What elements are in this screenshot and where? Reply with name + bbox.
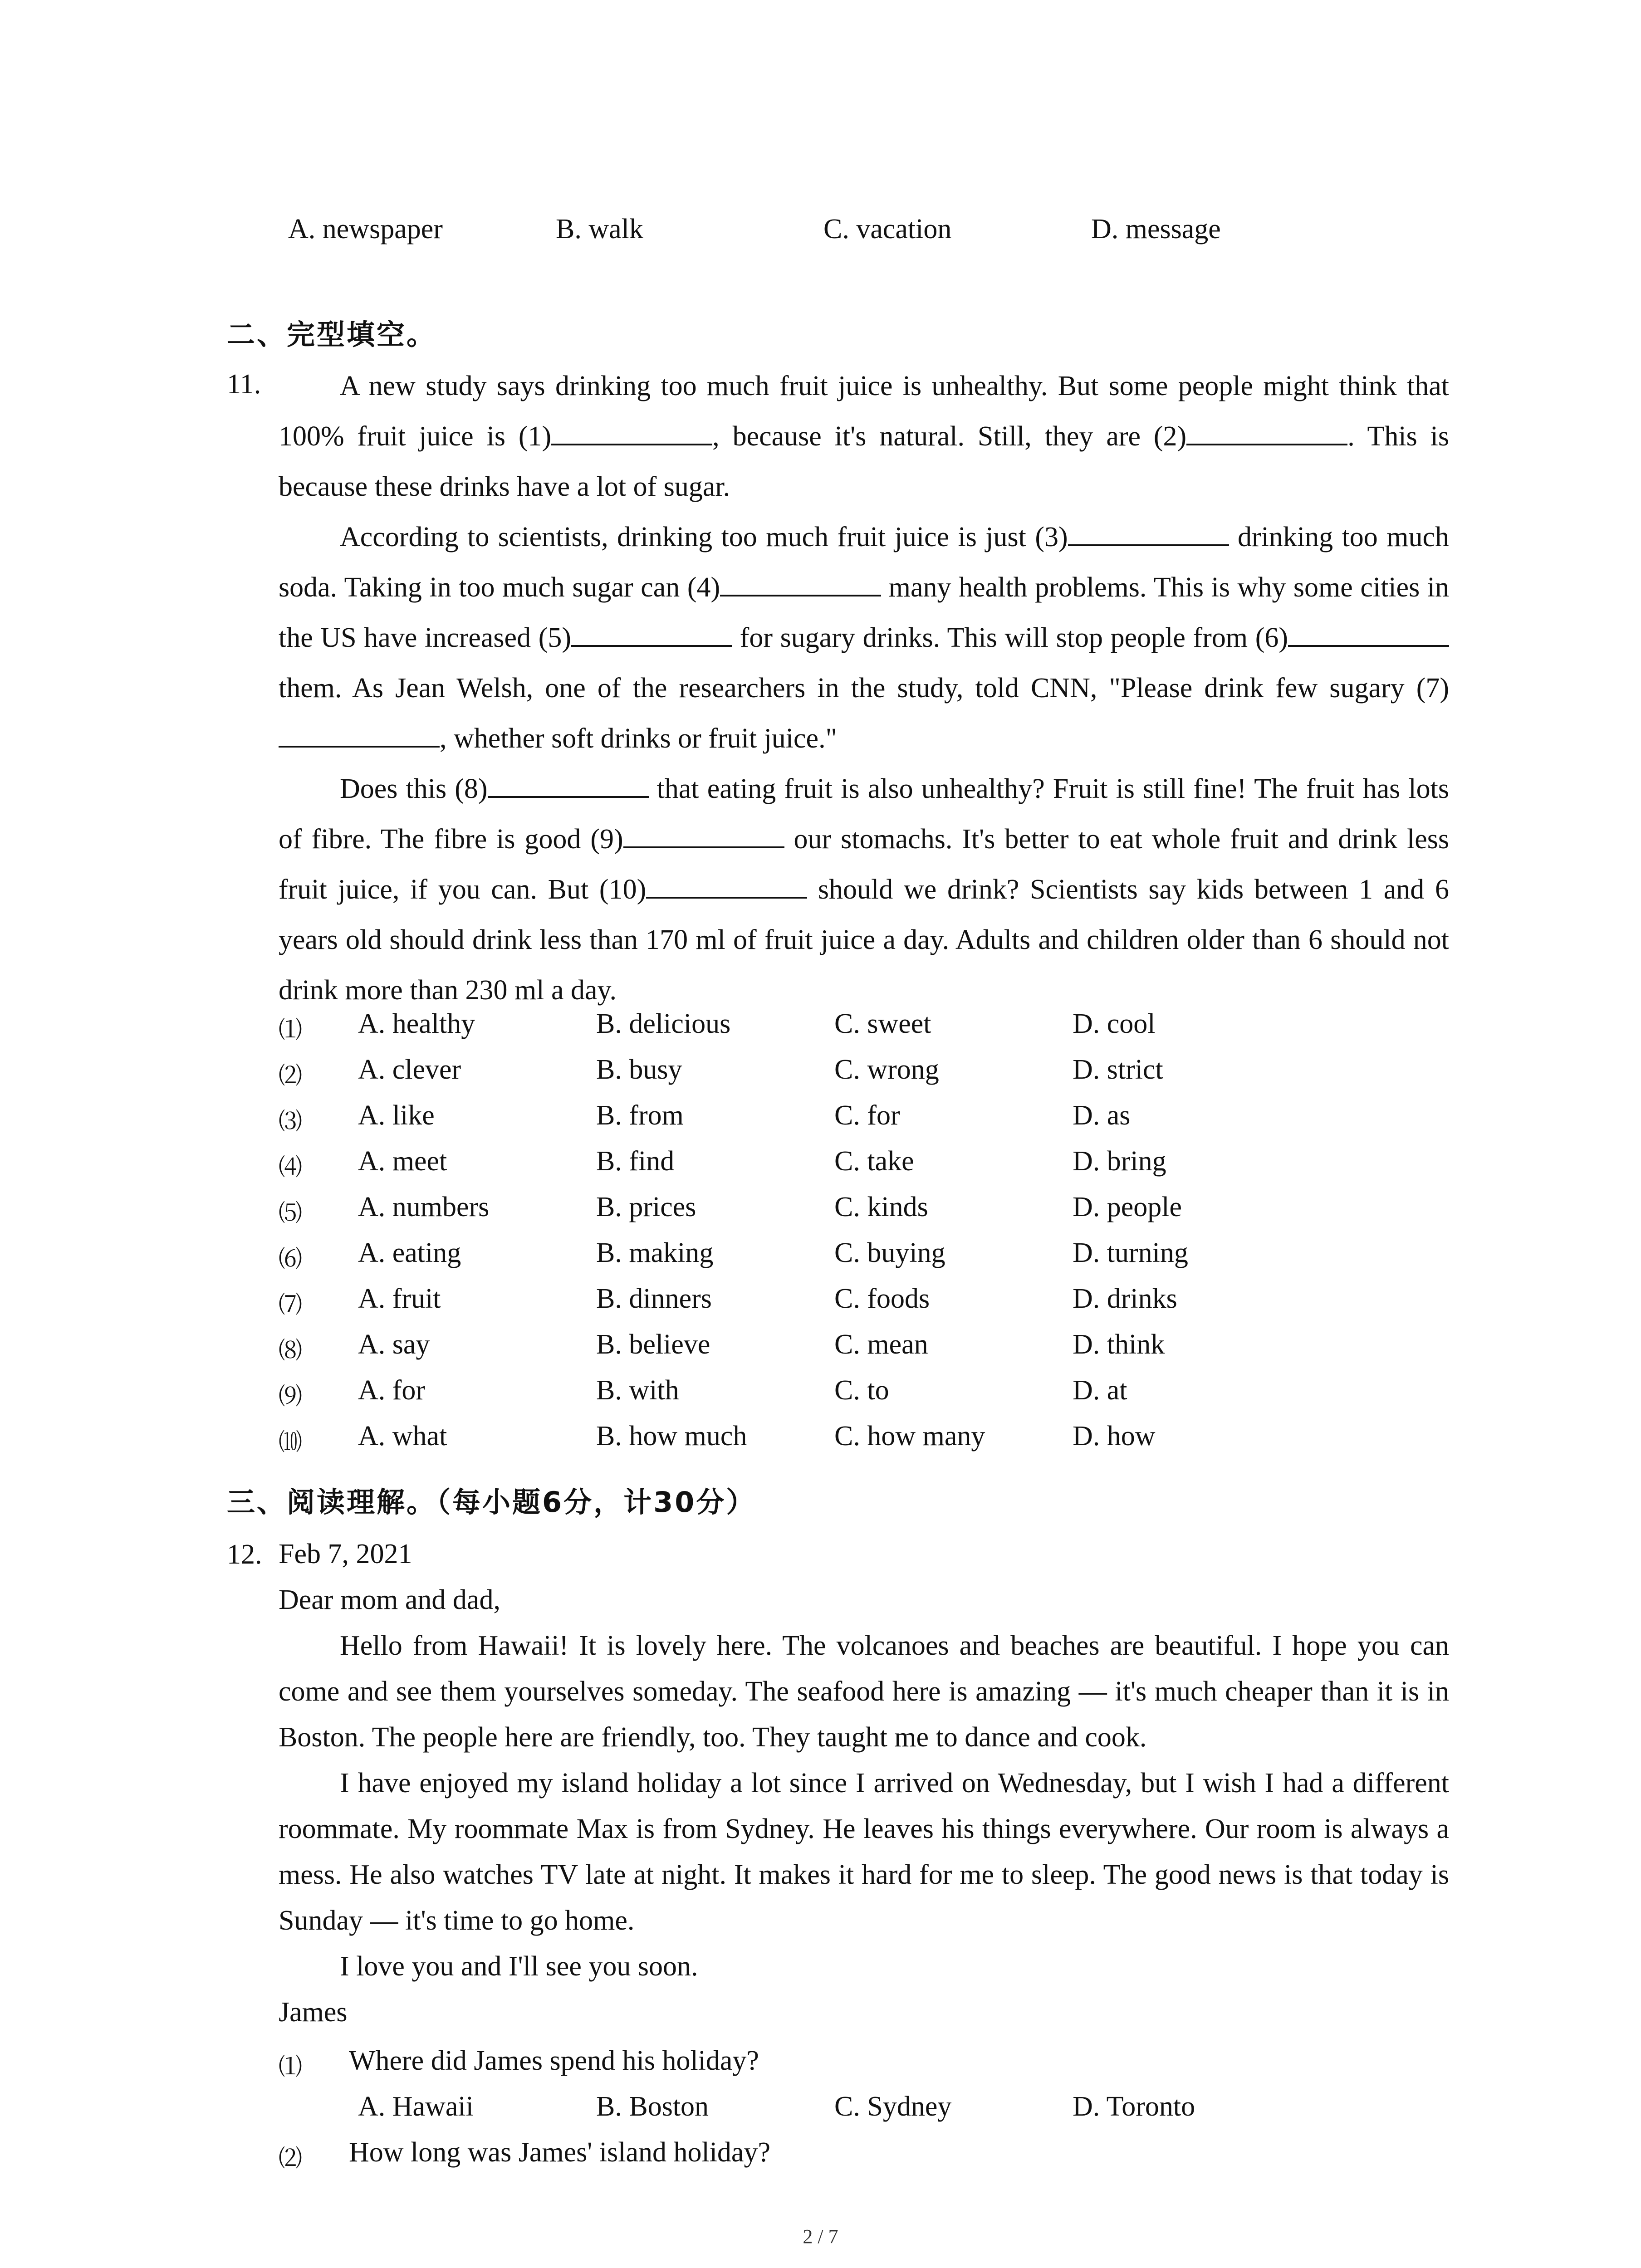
- cloze-passage: [279, 361, 1449, 1016]
- answer-blank: [279, 723, 440, 748]
- letter-paragraph: Hello from Hawaii! It is lovely here. The volcanoes and beaches are beautiful. I hope you can come and see them yourselves someday. The seafood here is amazing — it's much cheaper than it is in Boston. The people here are friendly, too. They taught me to dance and cook.: [279, 1630, 1449, 1753]
- passage-paragraph: Does this (8) that eating fruit is also unhealthy? Fruit is still fine! The fruit has lots of fibre. The fibre is good (9) our stomachs. It's better to eat whole fruit and drink less fruit juice, if you can. But (10) should we drink? Scientists say kids between 1 and 6 years old should drink less than 170 ml of fruit juice a day. Adults and children older than 6 should not drink more than 230 ml a day.: [279, 773, 1450, 1006]
- section-heading-reading: 三、阅读理解。（每小题6分，计30分）: [227, 1486, 756, 1519]
- option-row: ⑵ A. clever B. busy C. wrong D. strict: [279, 1054, 1163, 1090]
- letter-date: Feb 7, 2021: [279, 1539, 412, 1569]
- answer-blank: [623, 824, 784, 848]
- letter-paragraph: I have enjoyed my island holiday a lot since I arrived on Wednesday, but I wish I had a different roommate. My roommate Max is from Sydney. He leaves his things everywhere. Our room is always a mess. He also watches TV late at night. It makes it hard for me to sleep. The good news is that today is Sunday — it's time to go home.: [279, 1768, 1449, 1936]
- answer-blank: [571, 622, 732, 647]
- letter-salutation: Dear mom and dad,: [279, 1584, 500, 1615]
- reading-question-1-options: [279, 2091, 1413, 2136]
- option-c: C. vacation: [823, 214, 952, 244]
- answer-blank: [646, 874, 807, 899]
- section-heading-cloze: 二、完型填空。: [227, 318, 437, 351]
- answer-blank: [551, 421, 712, 445]
- option-row: ⑷ A. meet B. find C. take D. bring: [279, 1146, 1166, 1181]
- answer-blank: [720, 572, 881, 596]
- question-number: 11.: [227, 369, 261, 400]
- option-row: ⑹ A. eating B. making C. buying D. turning: [279, 1237, 1188, 1273]
- option-row: ⑻ A. say B. believe C. mean D. think: [279, 1329, 1165, 1364]
- question-number: 12.: [227, 1539, 262, 1570]
- cloze-options: [279, 1008, 1413, 1466]
- option-row: ⑶ A. like B. from C. for D. as: [279, 1100, 1131, 1135]
- option-row: A. Hawaii B. Boston C. Sydney D. Toronto: [358, 2091, 1195, 2122]
- option-row: ⑽ A. what B. how much C. how many D. how: [279, 1421, 1156, 1456]
- option-row: ⑺ A. fruit B. dinners C. foods D. drinks: [279, 1283, 1177, 1319]
- answer-blank: [488, 773, 649, 798]
- passage-paragraph: A new study says drinking too much fruit juice is unhealthy. But some people might think that 100% fruit juice is (1) , because it's natural. Still, they are (2) . This is because these drinks have a lot of sugar.: [279, 371, 1449, 502]
- answer-blank: [1186, 421, 1347, 445]
- letter-paragraph: I love you and I'll see you soon.: [340, 1951, 698, 1982]
- option-row: ⑼ A. for B. with C. to D. at: [279, 1375, 1127, 1410]
- page-number: 2 / 7: [803, 2225, 838, 2248]
- option-row: ⑴ A. healthy B. delicious C. sweet D. cool: [279, 1008, 1156, 1044]
- option-b: B. walk: [556, 214, 643, 244]
- answer-blank: [1288, 622, 1449, 647]
- reading-letter: [279, 1531, 1449, 2035]
- option-d: D. message: [1091, 214, 1221, 244]
- option-a: A. newspaper: [288, 214, 443, 244]
- exam-page: A. newspaper B. walk C. vacation D. message 二、完型填空。 11. A new study says drinking too much fruit juice is unhealthy. But some people might think that 100% fruit juice is (1) , because it's natural. Still, they are (2) . This is because these drinks have a lot of sugar. According to scientists, drinking too much fruit juice is just (3) drinking too much soda. Taking in too much sugar can (4) many health problems. This is why some cities in the US have increased (5) for sugary drinks. This will stop people from (6) them. As Jean Welsh, one of the researchers in the study, told CNN, "Please drink few sugary (7), whether soft drinks or fruit juice." Does this (8) that eating fruit is also unhealthy? Fruit is still fine! The fruit has lots of fibre. The fibre is good (9) our stomachs. It's better to eat whole fruit and drink less fruit juice, if you can. But (10) should we drink? Scientists say kids between 1 and 6 years old should drink less than 170 ml of fruit juice a day. Adults and children older than 6 should not drink more than 230 ml a day. ⑴ A. healthy B. delicious C. sweet D. cool ⑵ A. clever B. busy C. wrong D. strict ⑶ A. like B. from C. for D. as ⑷ A. meet B. find C. take D. bring ⑸ A. numbers B. prices C. kinds D. people ⑹ A. eating B. making C. buying D. turning ⑺ A. fruit B. dinners C. foods D. drinks ⑻ A. say B. believe C. mean D. think ⑼ A. for B. with C. to D. at ⑽ A. what B. how much C. how many D. how 三、阅读理解。（每小题6分，计30分） 12. Feb 7, 2021 Dear mom and dad, Hello from Hawaii! It is lovely here. The volcanoes and beaches are beautiful. I hope you can come and see them yourselves someday. The seafood here is amazing — it's much cheaper than it is in Boston. The people here are friendly, too. They taught me to dance and cook. I have enjoyed my island holiday a lot since I arrived on Wednesday, but I wish I had a different roommate. My roommate Max is from Sydney. He leaves his things everywhere. Our room is always a mess. He also watches TV late at night. It makes it hard for me to sleep. The good news is that today is Sunday — it's time to go home. I love you and I'll see you soon. James ⑴ Where did James spend his holiday? A. Hawaii B. Boston C. Sydney D. Toronto ⑵ How long was James' island holiday? 2 / 7: [0, 0, 1641, 2268]
- passage-paragraph: According to scientists, drinking too much fruit juice is just (3) drinking too much soda. Taking in too much sugar can (4) many health problems. This is why some cities in the US have increased (5) for sugary drinks. This will stop people from (6) them. As Jean Welsh, one of the researchers in the study, told CNN, "Please drink few sugary (7), whether soft drinks or fruit juice.": [279, 522, 1449, 754]
- option-row: ⑸ A. numbers B. prices C. kinds D. people: [279, 1192, 1182, 1227]
- letter-signature: James: [279, 1997, 348, 2028]
- answer-blank: [1068, 522, 1229, 546]
